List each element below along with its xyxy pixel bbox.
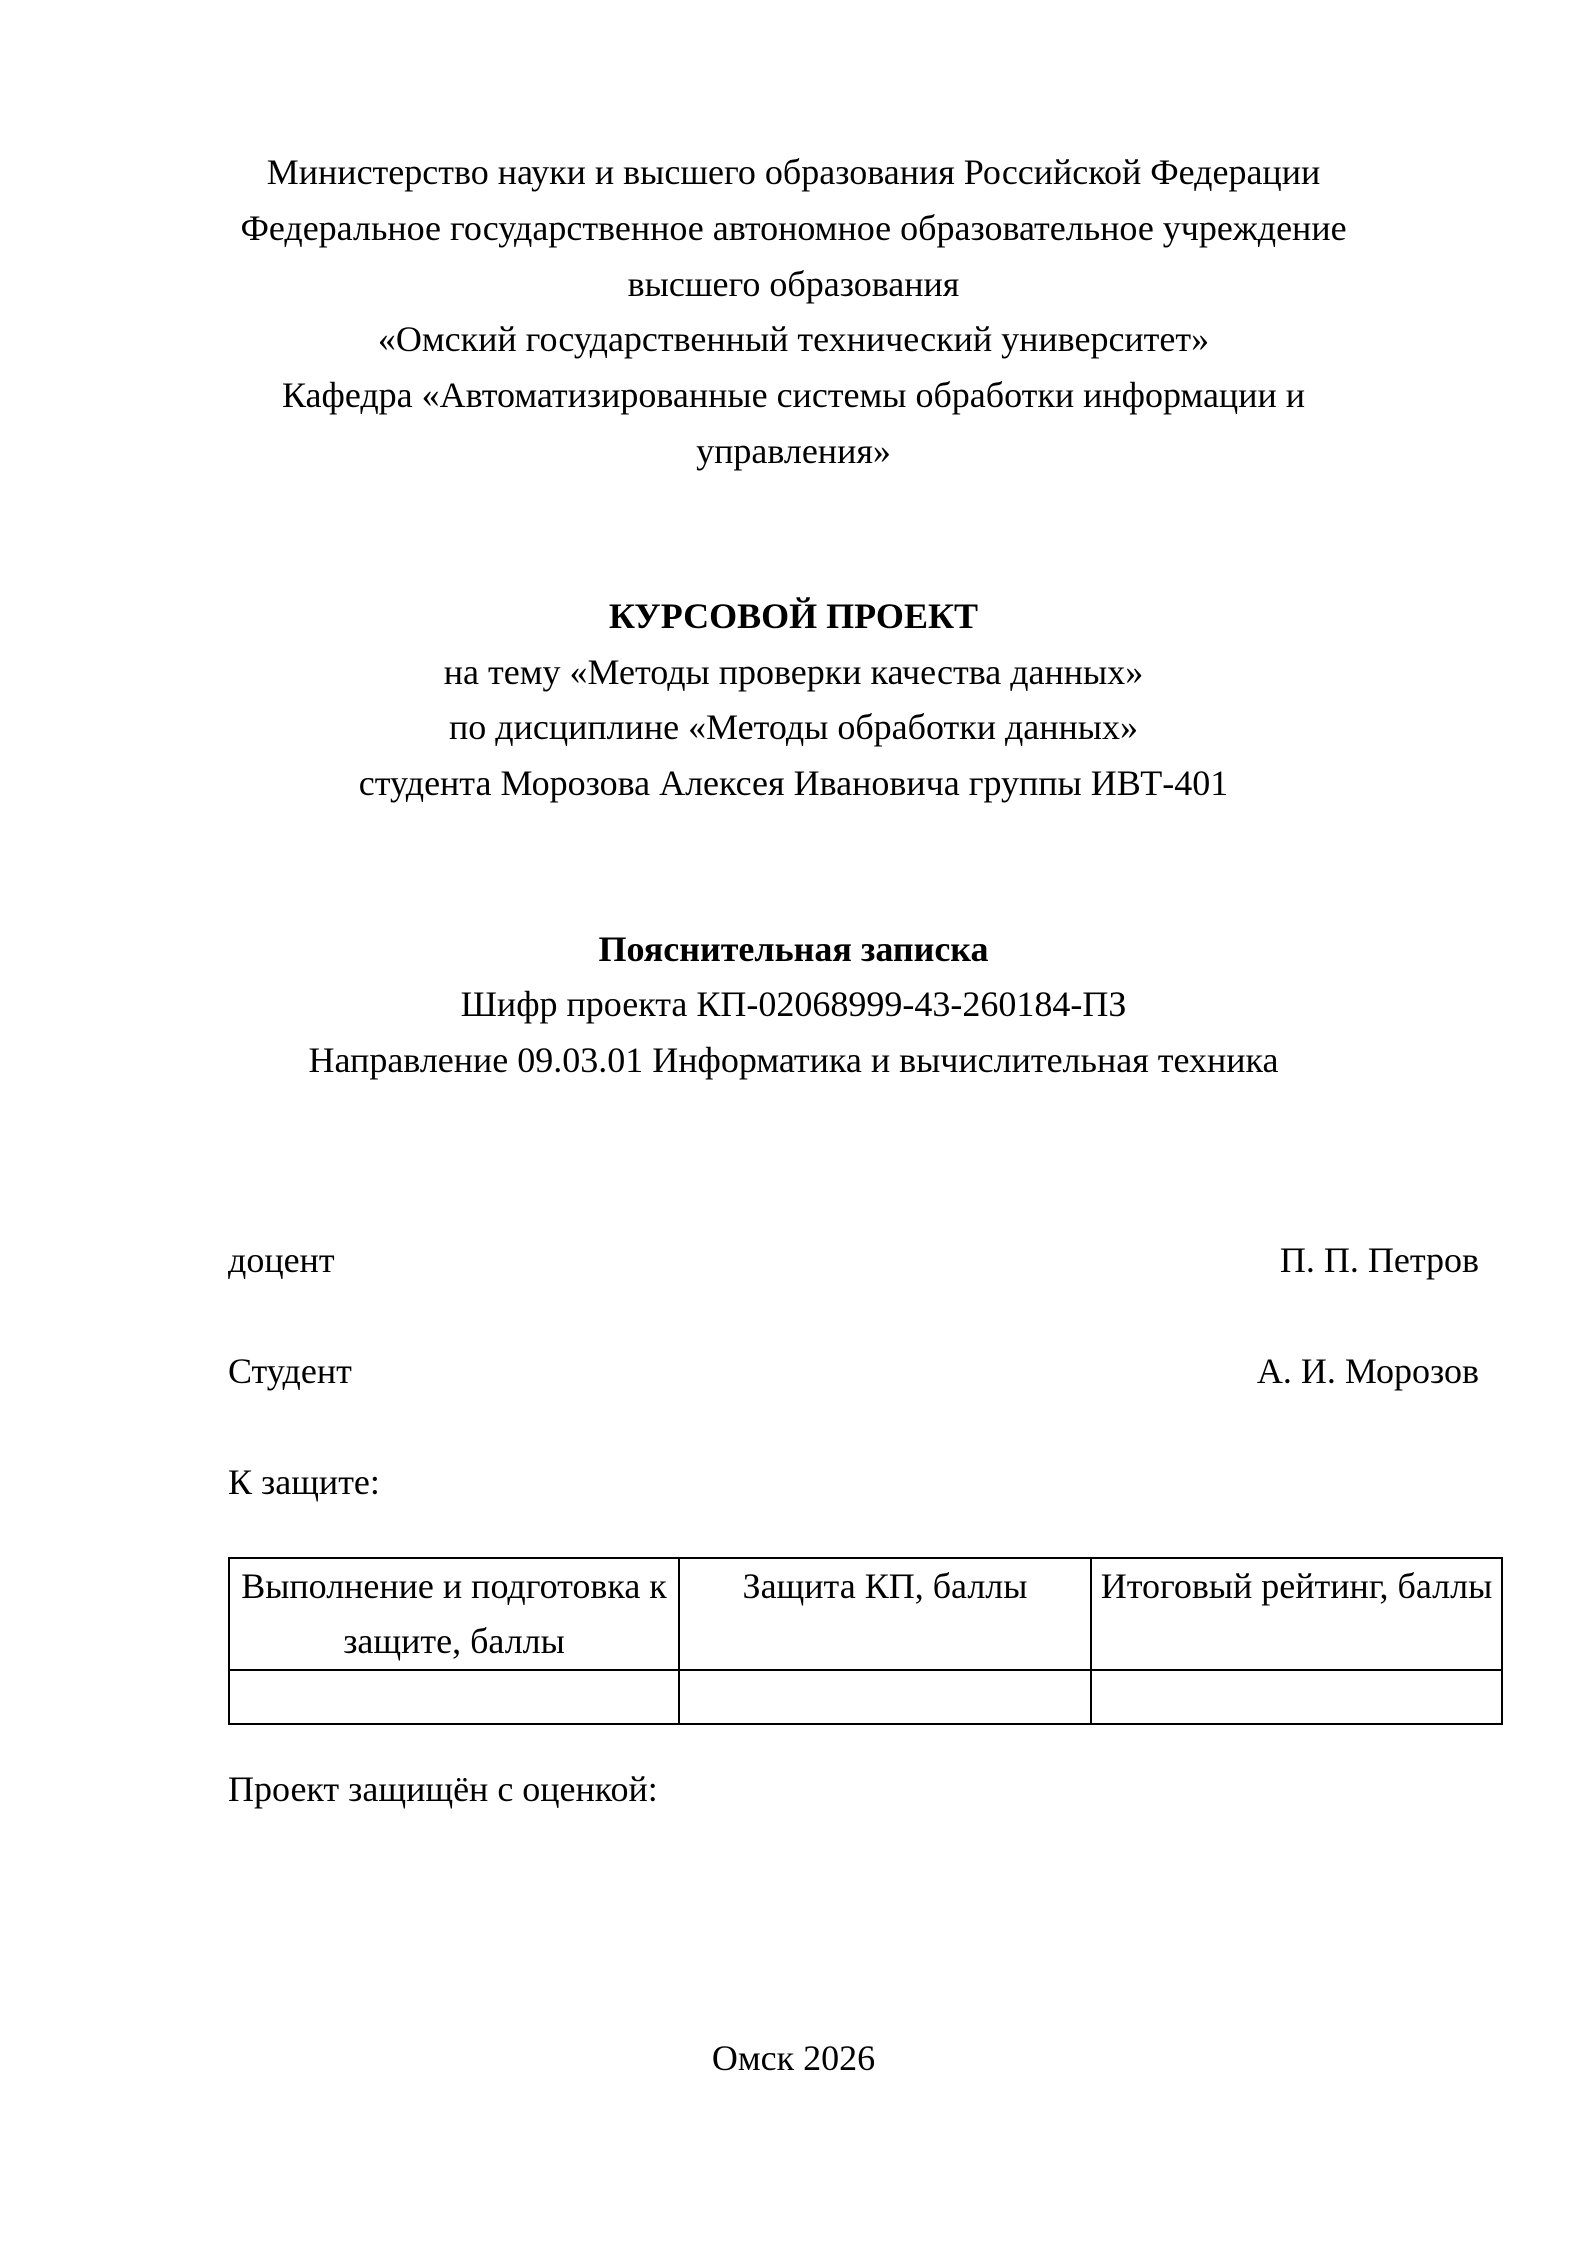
ministry-line: Министерство науки и высшего образования Российской Федерации [266,152,1321,192]
grade-label: Проект защищён с оценкой: [228,1769,658,1809]
table-row [229,1670,1502,1724]
project-discipline: по дисциплине «Методы обработки данных» [449,707,1138,747]
table-cell-defense [679,1670,1091,1724]
note-title: Пояснительная записка [598,929,989,969]
table-cell-total-rating [1091,1670,1502,1724]
department-line-2: управления» [696,431,891,471]
city-year: Омск 2026 [711,2038,876,2078]
project-topic: на тему «Методы проверки качества данных» [443,652,1144,692]
table-cell-preparation [229,1670,679,1724]
project-code: Шифр проекта КП-02068999-43-260184-ПЗ [460,984,1127,1024]
student-info: студента Морозова Алексея Ивановича группы ИВТ-401 [358,763,1229,803]
university-name: «Омский государственный технический университет» [377,319,1210,359]
table-header-total-rating: Итоговый рейтинг, баллы [1091,1558,1502,1670]
table-header-row [229,1558,1502,1670]
project-title: КУРСОВОЙ ПРОЕКТ [608,596,979,636]
supervisor-name: П. П. Петров [1279,1240,1479,1280]
institution-type-line: Федеральное государственное автономное образовательное учреждение [240,208,1347,248]
defense-label: К защите: [228,1462,380,1502]
student-role: Студент [228,1351,352,1391]
education-level-line: высшего образования [627,264,960,304]
grade-table [228,1557,1503,1725]
student-name: А. И. Морозов [1256,1351,1479,1391]
table-header-defense: Защита КП, баллы [679,1558,1091,1670]
department-line-1: Кафедра «Автоматизированные системы обработки информации и [282,375,1305,415]
supervisor-role: доцент [228,1240,335,1280]
direction-line: Направление 09.03.01 Информатика и вычислительная техника [308,1040,1279,1080]
table-header-preparation: Выполнение и подготовка к защите, баллы [229,1558,679,1670]
